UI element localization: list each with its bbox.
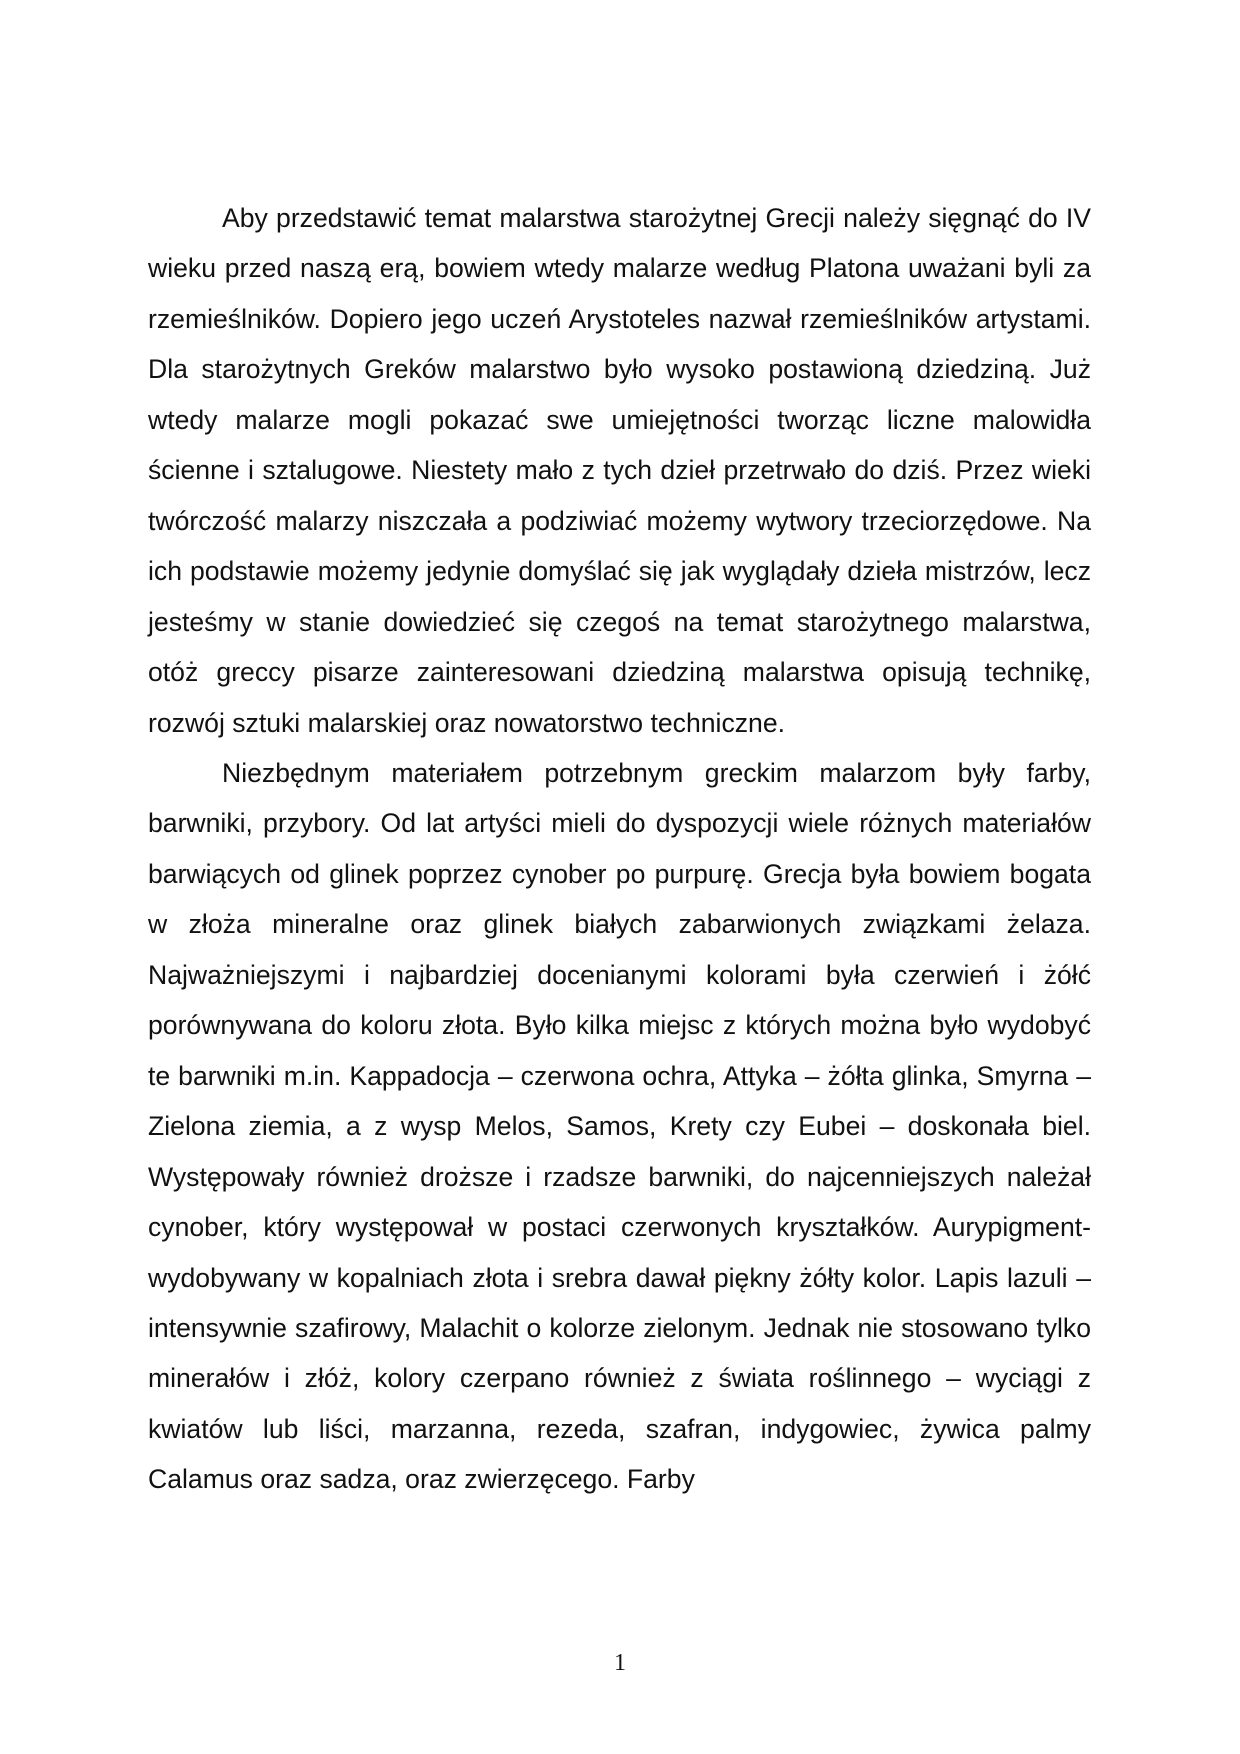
paragraph-2: Niezbędnym materiałem potrzebnym greckim malarzom były farby, barwniki, przybory. Od lat artyści mieli do dyspozycji wiele różnych materiałów barwiących od glinek poprzez cynober po purpurę. Grecja była bowiem bogata w złoża mineralne oraz glinek białych zabarwionych związkami żelaza. Najważniejszymi i najbardziej docenianymi kolorami była czerwień i żółć porównywana do koloru złota. Było kilka miejsc z których można było wydobyć te barwniki m.in. Kappadocja – czerwona ochra, Attyka – żółta glinka, Smyrna – Zielona ziemia, a z wysp Melos, Samos, Krety czy Eubei – doskonała biel. Występowały również droższe i rzadsze barwniki, do najcenniejszych należał cynober, który występował w postaci czerwonych kryształków. Aurypigment- wydobywany w kopalniach złota i srebra dawał piękny żółty kolor. Lapis lazuli – intensywnie szafirowy, Malachit o kolorze zielonym. Jednak nie stosowano tylko minerałów i złóż, kolory czerpano również z świata roślinnego – wyciągi z kwiatów lub liści, marzanna, rezeda, szafran, indygowiec, żywica palmy Calamus oraz sadza, oraz zwierzęcego. Farby xyxy=(148,757,1091,1495)
page-number: 1 xyxy=(614,1650,626,1676)
paragraph-1: Aby przedstawić temat malarstwa starożytnej Grecji należy sięgnąć do IV wieku przed naszą erą, bowiem wtedy malarze według Platona uważani byli za rzemieślników. Dopiero jego uczeń Arystoteles nazwał rzemieślników artystami. Dla starożytnych Greków malarstwo było wysoko postawioną dziedziną. Już wtedy malarze mogli pokazać swe umiejętności tworząc liczne malowidła ścienne i sztalugowe. Niestety mało z tych dzieł przetrwało do dziś. Przez wieki twórczość malarzy niszczała a podziwiać możemy wytwory trzeciorzędowe. Na ich podstawie możemy jedynie domyślać się jak wyglądały dzieła mistrzów, lecz jesteśmy w stanie dowiedzieć się czegoś na temat starożytnego malarstwa, otóż greccy pisarze zainteresowani dziedziną malarstwa opisują technikę, rozwój sztuki malarskiej oraz nowatorstwo techniczne. xyxy=(148,203,1091,738)
document-body xyxy=(148,193,1091,1505)
